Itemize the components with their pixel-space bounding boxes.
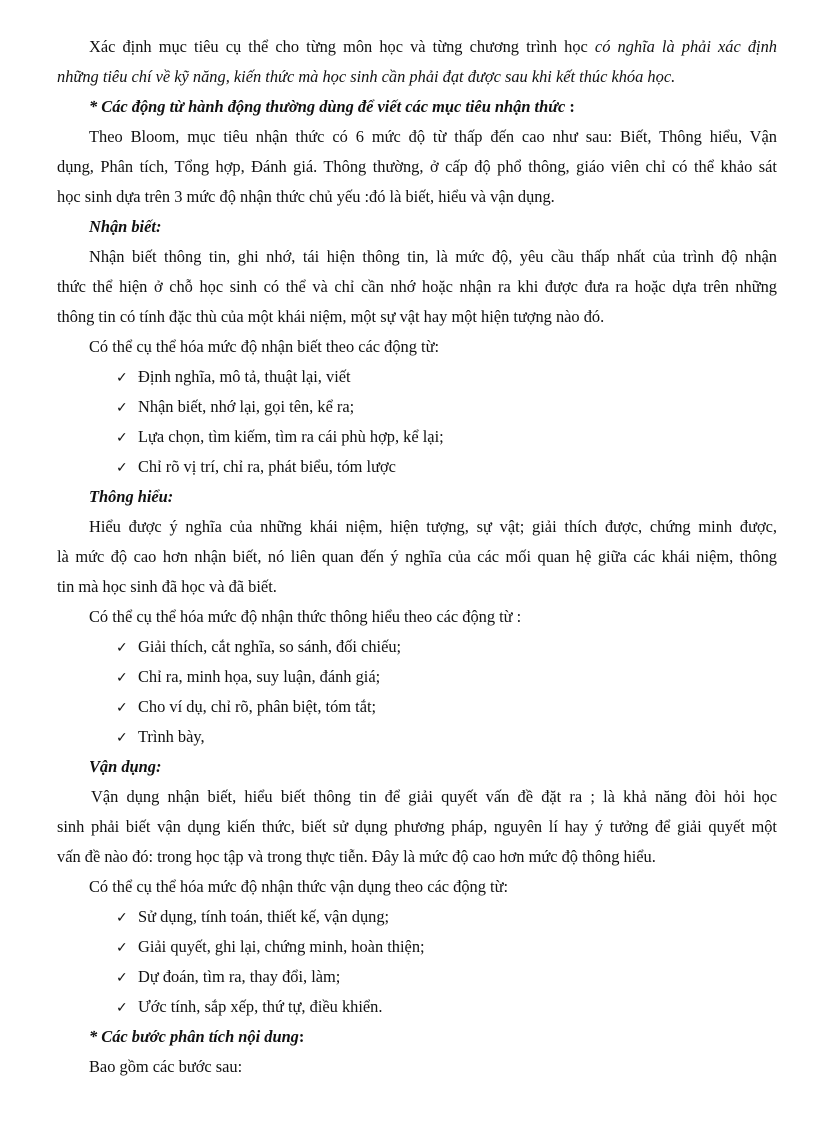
understand-verb-list xyxy=(116,632,401,752)
list-item: ✓ Nhận biết, nhớ lại, gọi tên, kể ra; xyxy=(116,392,444,422)
apply-verbs-intro: Có thể cụ thể hóa mức độ nhận thức vận dụng theo các động từ: xyxy=(89,877,509,896)
list-item: ✓ Chỉ ra, minh họa, suy luận, đánh giá; xyxy=(116,662,401,692)
bloom-line1: Theo Bloom, mục tiêu nhận thức có 6 mức độ từ thấp đến cao như sau: Biết, Thông hiểu, Vận xyxy=(89,127,777,146)
bloom-line3: học sinh dựa trên 3 mức độ nhận thức chủ yếu :đó là biết, hiểu và vận dụng. xyxy=(57,187,555,206)
check-icon: ✓ xyxy=(116,670,128,686)
check-icon: ✓ xyxy=(116,940,128,956)
check-icon: ✓ xyxy=(116,640,128,656)
check-icon: ✓ xyxy=(116,910,128,926)
list-item: ✓ Cho ví dụ, chỉ rõ, phân biệt, tóm tắt; xyxy=(116,692,401,722)
list-item: ✓ Chỉ rõ vị trí, chỉ ra, phát biểu, tóm lược xyxy=(116,452,444,482)
list-item: ✓ Lựa chọn, tìm kiếm, tìm ra cái phù hợp, kể lại; xyxy=(116,422,444,452)
intro-line1-plain: Xác định mục tiêu cụ thể cho từng môn học và từng chương trình học xyxy=(89,37,595,56)
recognize-verbs-intro: Có thể cụ thể hóa mức độ nhận biết theo các động từ: xyxy=(89,337,440,356)
analysis-steps-heading: * Các bước phân tích nội dung: xyxy=(89,1027,305,1046)
apply-paragraph: Vận dụng nhận biết, hiểu biết thông tin để giải quyết vấn đề đặt ra ; là khả năng đòi hỏi học sinh phải biết vận dụng kiến thức, biết sử dụng phương pháp, nguyên lí hay ý tưởng để giải quyết một vấn đề nào đó: trong học tập và trong thực tiễn. Đây là mức độ cao hơn mức độ thông hiểu. xyxy=(57,787,777,866)
apply-heading: Vận dụng: xyxy=(89,757,162,776)
check-icon: ✓ xyxy=(116,430,128,446)
intro-line1-italic: có nghĩa là phải xác định xyxy=(594,37,777,56)
cognitive-verbs-heading: * Các động từ hành động thường dùng để viết các mục tiêu nhận thức : xyxy=(89,97,575,116)
list-item: ✓ Giải thích, cắt nghĩa, so sánh, đối chiếu; xyxy=(116,632,401,662)
analysis-steps-intro: Bao gồm các bước sau: xyxy=(89,1057,243,1076)
intro-paragraph xyxy=(57,32,777,92)
bloom-paragraph xyxy=(57,122,777,212)
list-item: ✓ Sử dụng, tính toán, thiết kế, vận dụng; xyxy=(116,902,425,932)
recognize-heading: Nhận biết: xyxy=(89,217,162,236)
check-icon: ✓ xyxy=(116,460,128,476)
check-icon: ✓ xyxy=(116,370,128,386)
list-item: ✓ Giải quyết, ghi lại, chứng minh, hoàn thiện; xyxy=(116,932,425,962)
bloom-line2: dụng, Phân tích, Tổng hợp, Đánh giá. Thông thường, ở cấp độ phổ thông, giáo viên chỉ có thể khảo sát xyxy=(57,157,777,176)
intro-line2-italic: những tiêu chí về kỹ năng, kiến thức mà học sinh cần phải đạt được sau khi kết thúc khóa học. xyxy=(57,67,676,86)
check-icon: ✓ xyxy=(116,730,128,746)
list-item: ✓ Ước tính, sắp xếp, thứ tự, điều khiển. xyxy=(116,992,425,1022)
list-item: ✓ Dự đoán, tìm ra, thay đổi, làm; xyxy=(116,962,425,992)
understand-verbs-intro: Có thể cụ thể hóa mức độ nhận thức thông hiểu theo các động từ : xyxy=(89,607,522,626)
check-icon: ✓ xyxy=(116,970,128,986)
list-item: ✓ Trình bày, xyxy=(116,722,401,752)
check-icon: ✓ xyxy=(116,1000,128,1016)
apply-verb-list xyxy=(116,902,425,1022)
recognize-paragraph: Nhận biết thông tin, ghi nhớ, tái hiện thông tin, là mức độ, yêu cầu thấp nhất của trình độ nhận thức thể hiện ở chỗ học sinh có thể và chỉ cần nhớ hoặc nhận ra khi được đưa ra hoặc dựa trên những thông tin có tính đặc thù của một khái niệm, một sự vật hay một hiện tượng nào đó. xyxy=(57,247,777,326)
understand-heading: Thông hiểu: xyxy=(89,487,174,506)
understand-paragraph: Hiểu được ý nghĩa của những khái niệm, hiện tượng, sự vật; giải thích được, chứng minh được, là mức độ cao hơn nhận biết, nó liên quan đến ý nghĩa của các mối quan hệ giữa các khái niệm, thông tin mà học sinh đã học và đã biết. xyxy=(57,517,777,596)
check-icon: ✓ xyxy=(116,400,128,416)
recognize-verb-list xyxy=(116,362,444,482)
check-icon: ✓ xyxy=(116,700,128,716)
list-item: ✓ Định nghĩa, mô tả, thuật lại, viết xyxy=(116,362,444,392)
